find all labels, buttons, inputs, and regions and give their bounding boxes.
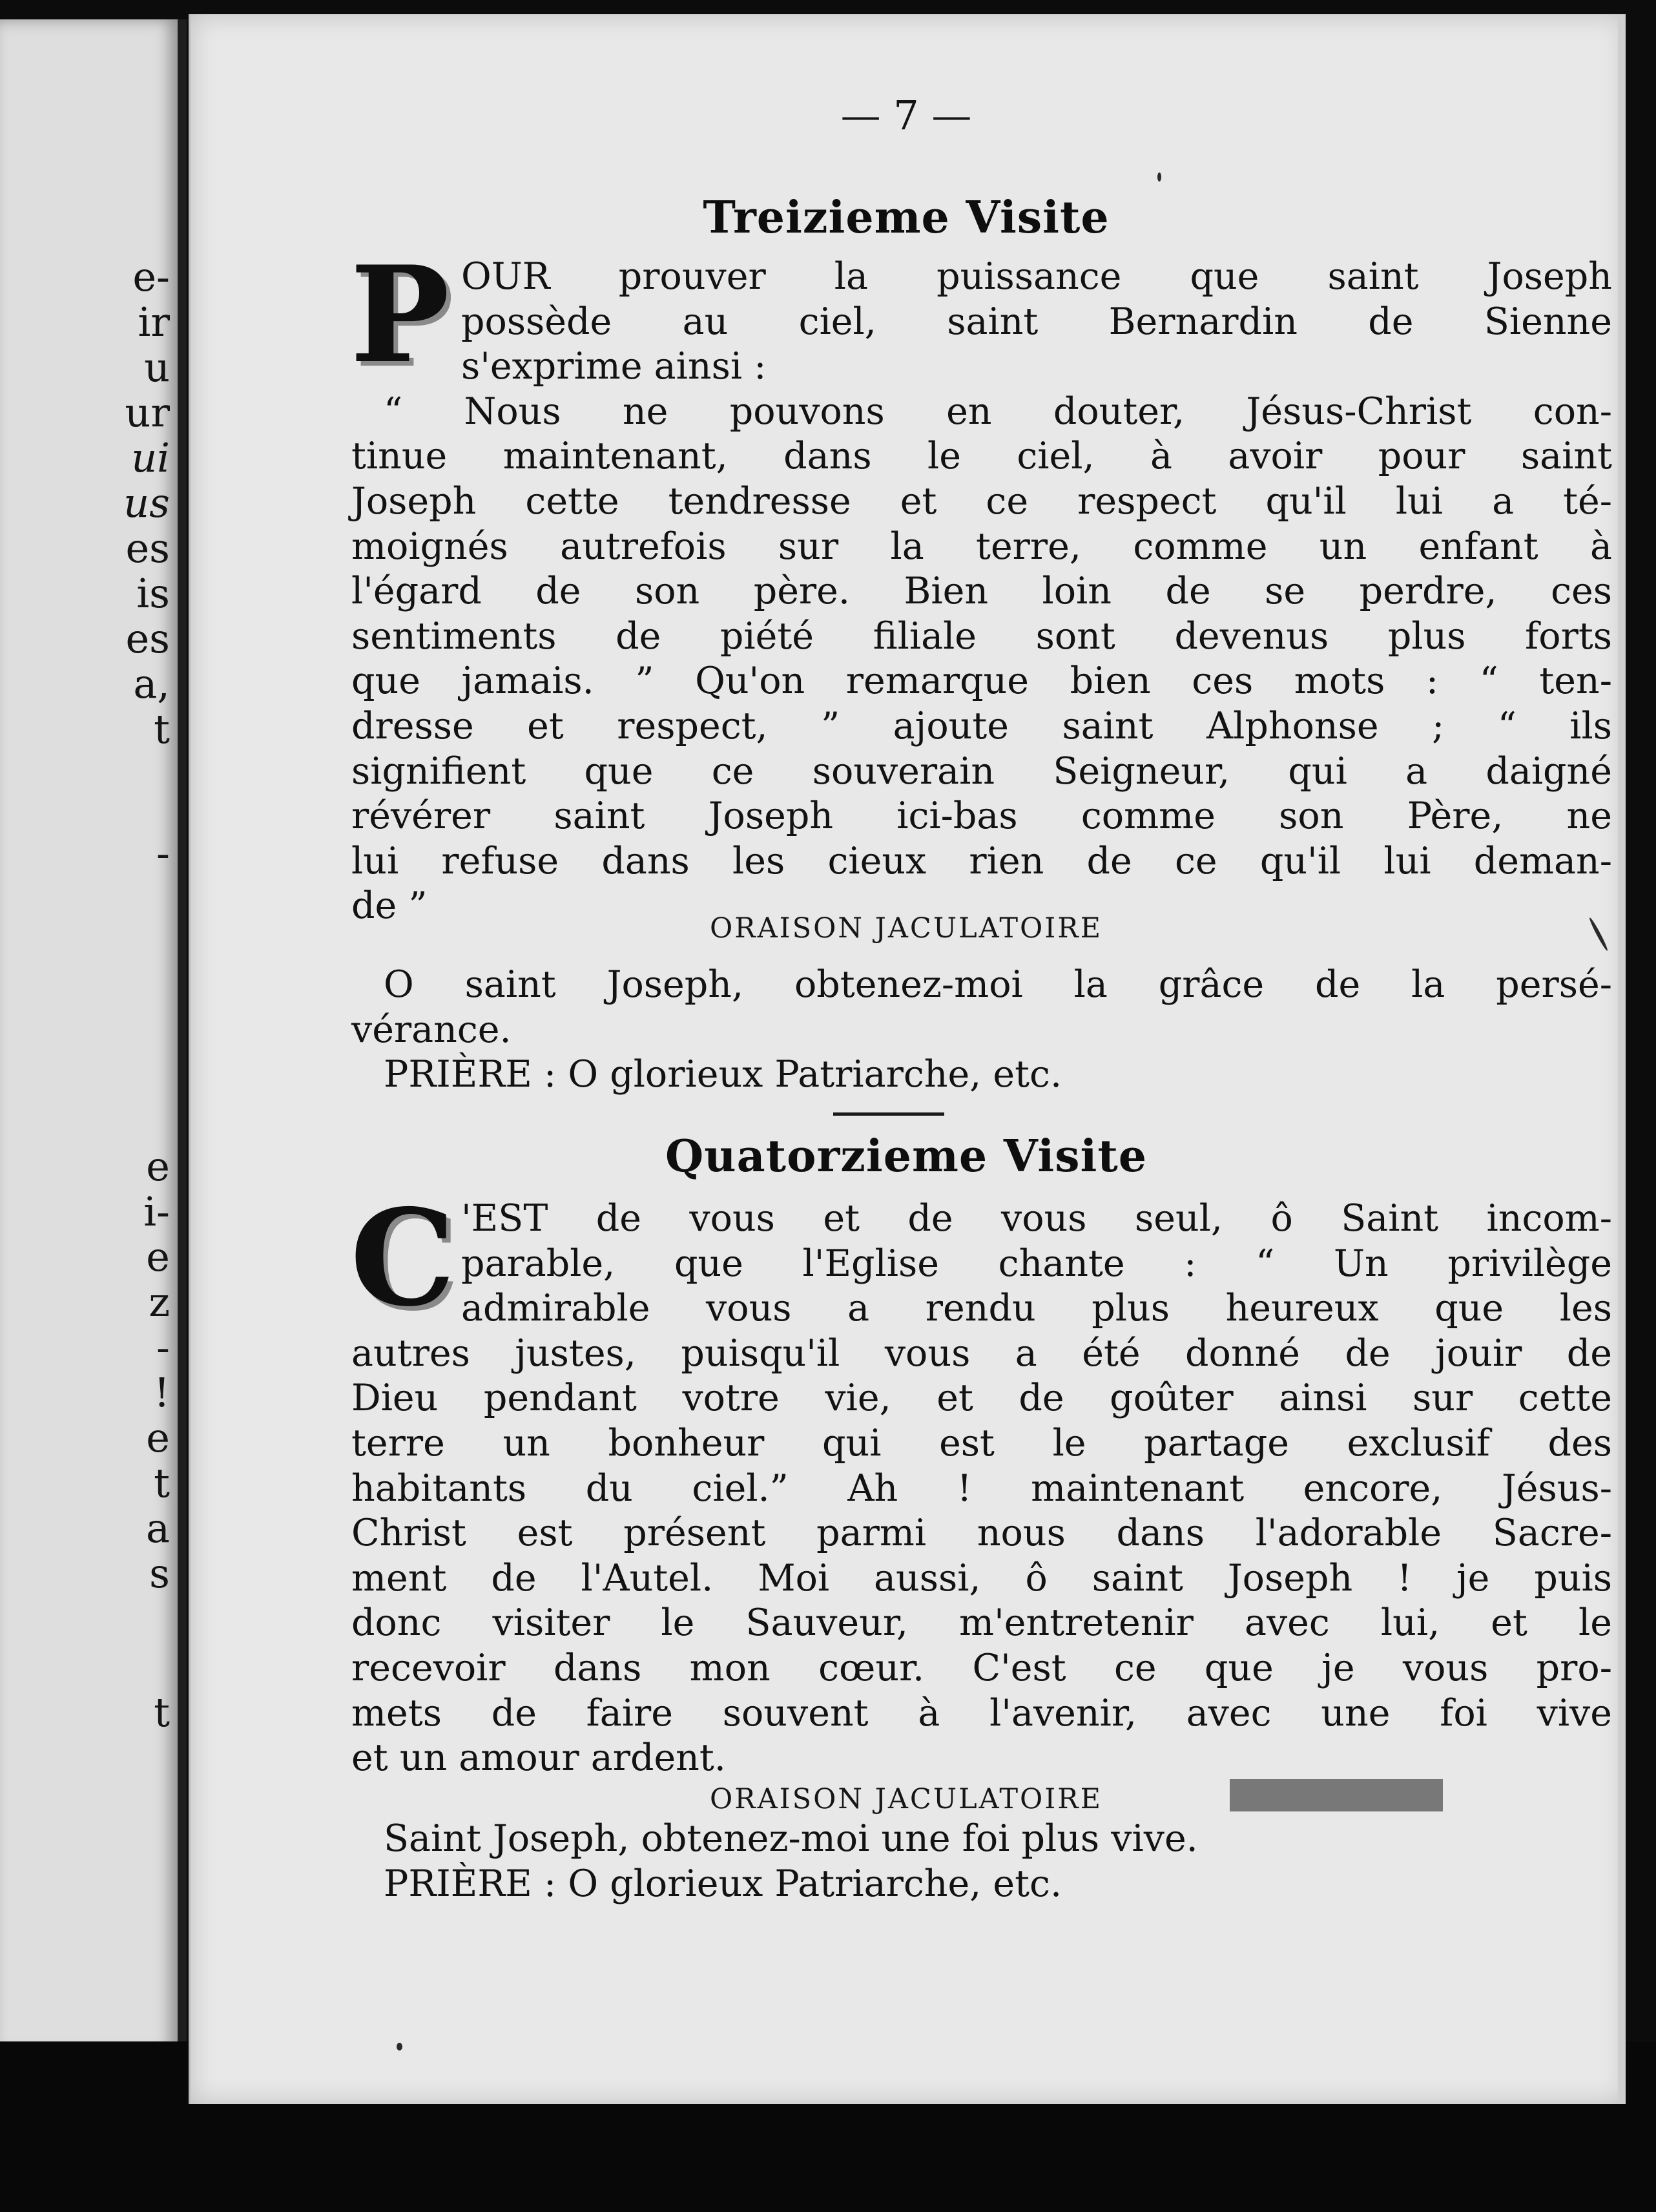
text-line: O saint Joseph, obtenez-moi la grâce de la persé- [384,963,1612,1006]
priere-label: PRIÈRE [384,1053,532,1096]
text-line: Saint Joseph, obtenez-moi une foi plus vive. [384,1817,1198,1860]
fragment-text: - [156,830,170,877]
text-line: s'exprime ainsi : [461,345,767,388]
fragment-text: e [146,1143,170,1190]
text-line: possède au ciel, saint Bernardin de Sienne [461,300,1612,343]
prayer-heading: ORAISON JACULATOIRE [709,1783,1103,1815]
fragment-text: e [146,1233,170,1280]
section-title: Treizieme Visite [703,192,1110,244]
text-line: donc visiter le Sauveur, m'entretenir avec lui, et le [351,1602,1612,1645]
text-line: parable, que l'Eglise chante : “ Un privilège [461,1242,1612,1285]
drop-cap: C [350,1181,456,1336]
fragment-text: e- [132,253,170,300]
text-line: autres justes, puisqu'il vous a été donné de jouir de [351,1331,1612,1375]
text-line: ment de l'Autel. Moi aussi, ô saint Joseph ! je puis [351,1556,1612,1600]
priere-line [351,1862,1612,1907]
text-line: Dieu pendant votre vie, et de goûter ainsi sur cette [351,1377,1612,1420]
ink-smudge [1230,1779,1443,1811]
text-line: admirable vous a rendu plus heureux que les [461,1287,1612,1330]
priere-label: PRIÈRE [384,1862,532,1905]
text-line: et un amour ardent. [351,1737,726,1780]
text-line: Joseph cette tendresse et ce respect qu'il lui a té- [351,479,1612,523]
fragment-text: is [136,570,170,617]
section-divider [833,1112,944,1116]
text-line: de ” [351,884,428,928]
text-line: vérance. [351,1008,512,1051]
fragment-text: ! [154,1369,170,1416]
text-line: sentiments de piété filiale sont devenus plus forts [351,614,1612,658]
text-line: révérer saint Joseph ici-bas comme son Père, ne [351,795,1612,838]
scan-speck [1157,172,1161,182]
drop-cap: P [350,238,450,393]
text-line: que jamais. ” Qu'on remarque bien ces mots : “ ten- [351,660,1612,703]
fragment-text: a, [133,660,170,707]
fragment-text: e [146,1414,170,1461]
text-line: l'égard de son père. Bien loin de se perdre, ces [351,570,1612,613]
section-body [350,1181,1612,1781]
fragment-text: ir [138,298,170,346]
fragment-text: ur [125,389,170,436]
fragment-text: es [125,615,170,662]
text-line: “ Nous ne pouvons en douter, Jésus-Christ con- [384,390,1612,433]
scan-speck [397,2043,402,2050]
fragment-text: a [146,1505,170,1552]
prayer-body [351,963,1612,1098]
text-line: tinue maintenant, dans le ciel, à avoir pour saint [351,435,1612,478]
fragment-text: t [154,705,170,753]
fragment-text: us [123,479,170,527]
fragment-text: s [149,1550,170,1597]
fragment-text: z [149,1278,170,1326]
page-number: — 7 — [840,92,972,139]
fragment-text: t [154,1459,170,1507]
text-line: 'EST de vous et de vous seul, ô Saint incom- [461,1197,1612,1240]
priere-text: : O glorieux Patriarche, etc. [532,1862,1062,1905]
text-line: OUR prouver la puissance que saint Joseph [461,255,1612,298]
priere-text: : O glorieux Patriarche, etc. [532,1053,1062,1096]
text-line: terre un bonheur qui est le partage exclusif des [351,1421,1612,1465]
fragment-text: t [154,1689,170,1736]
text-line: moignés autrefois sur la terre, comme un enfant à [351,525,1612,568]
text-line: recevoir dans mon cœur. C'est ce que je vous pro- [351,1646,1612,1689]
fragment-text: es [125,525,170,572]
text-line: habitants du ciel.” Ah ! maintenant encore, Jésus- [351,1466,1612,1510]
fragment-text: - [156,1324,170,1371]
fragment-text: u [144,344,170,391]
text-line: Christ est présent parmi nous dans l'adorable Sacre- [351,1512,1612,1555]
page-content [189,14,1624,2104]
prayer-heading: ORAISON JACULATOIRE [709,912,1103,944]
fragment-text: i- [143,1188,170,1235]
text-line: signifient que ce souverain Seigneur, qui a daigné [351,749,1612,793]
prayer-body [351,1817,1612,1906]
text-line: mets de faire souvent à l'avenir, avec une foi vive [351,1691,1612,1735]
section-body [350,238,1612,929]
priere-line [351,1052,1612,1098]
section-title: Quatorzieme Visite [665,1131,1148,1182]
text-line: dresse et respect, ” ajoute saint Alphonse ; “ ils [351,704,1612,747]
fragment-text: ui [131,434,170,481]
previous-page-fragment [0,19,187,2054]
text-line: lui refuse dans les cieux rien de ce qu'il lui deman- [351,839,1612,882]
